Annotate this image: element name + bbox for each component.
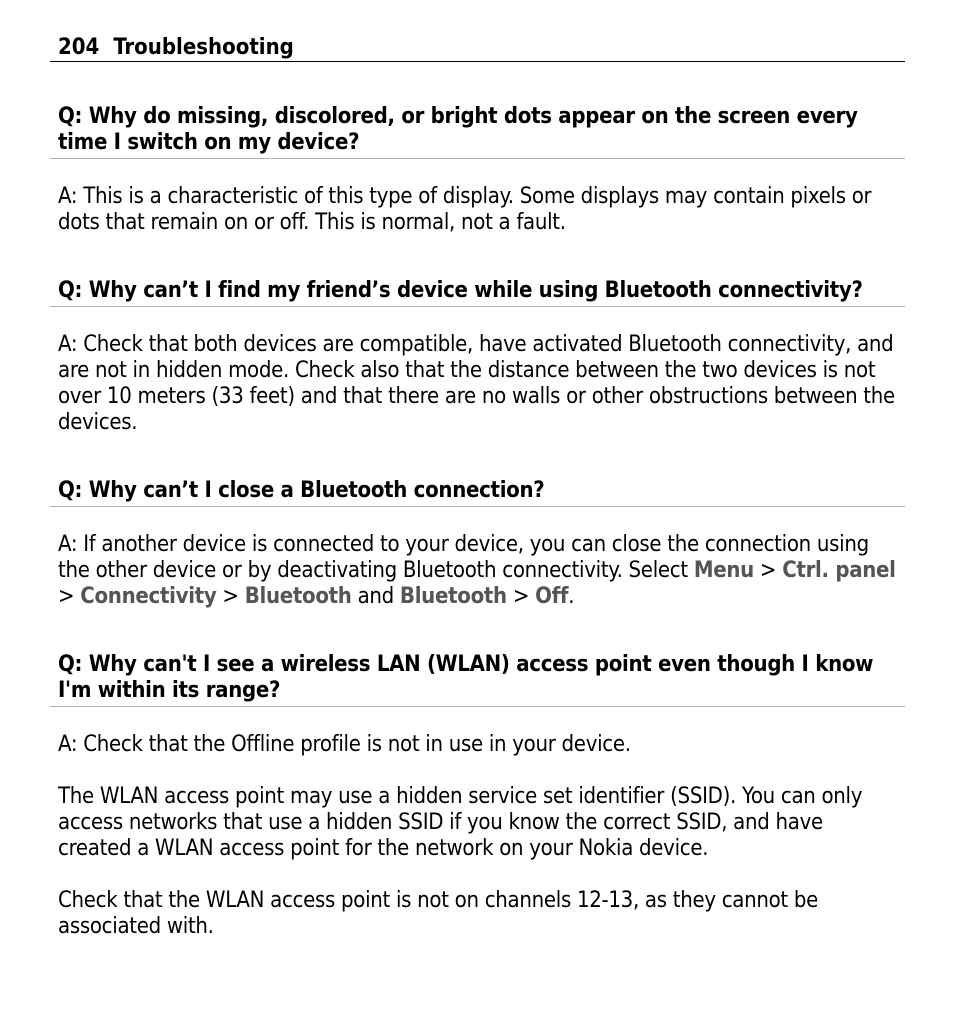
faq-answer-bluetooth-close [50, 532, 905, 610]
menu-path-off: Off [535, 584, 569, 609]
faq-question-bluetooth-find: Q: Why can’t I find my friend’s device while using Bluetooth connectivity? [50, 278, 905, 307]
manual-page [50, 34, 905, 940]
faq-answer-wlan-offline: A: Check that the Offline profile is not in use in your device. [58, 732, 631, 757]
menu-path-bluetooth: Bluetooth [244, 584, 352, 609]
menu-path-menu: Menu [693, 558, 754, 583]
faq-answer-bluetooth-find: A: Check that both devices are compatible, have activated Bluetooth connectivity, and are not in hidden mode. Check also that the distance between the two devices is not over 10 meters (33 feet) and that there are no walls or other obstructions between the devices. [58, 332, 895, 435]
answer-intro-text: A: If another device is connected to your device, you can close the connection using the other device or by deactivating Bluetooth connectivity. Select [58, 532, 869, 583]
menu-path-bluetooth-2: Bluetooth [399, 584, 507, 609]
menu-path-ctrl-panel: Ctrl. panel [782, 558, 896, 583]
faq-answer-wlan-channels: Check that the WLAN access point is not on channels 12-13, as they cannot be associated with. [58, 888, 819, 939]
section-title: Troubleshooting [113, 35, 294, 60]
faq-question-wlan: Q: Why can't I see a wireless LAN (WLAN) access point even though I know I'm within its range? [50, 652, 905, 707]
path-separator: > [512, 584, 530, 609]
path-separator: > [58, 584, 75, 609]
menu-path-connectivity: Connectivity [80, 584, 217, 609]
page-number: 204 [58, 35, 100, 60]
faq-answer-wlan-ssid: The WLAN access point may use a hidden service set identifier (SSID). You can only access networks that use a hidden SSID if you know the correct SSID, and have created a WLAN access point for the network on your Nokia device. [58, 784, 863, 861]
path-separator: > [222, 584, 239, 609]
faq-answer-dots: A: This is a characteristic of this type of display. Some displays may contain pixels or dots that remain on or off. This is normal, not a fault. [58, 184, 872, 235]
path-separator: > [759, 558, 777, 583]
faq-question-dots: Q: Why do missing, discolored, or bright dots appear on the screen every time I switch on my device? [50, 104, 905, 159]
faq-question-bluetooth-close: Q: Why can’t I close a Bluetooth connection? [50, 478, 905, 507]
path-and-text: and [357, 584, 394, 609]
path-end: . [568, 584, 575, 609]
running-header [50, 34, 905, 62]
